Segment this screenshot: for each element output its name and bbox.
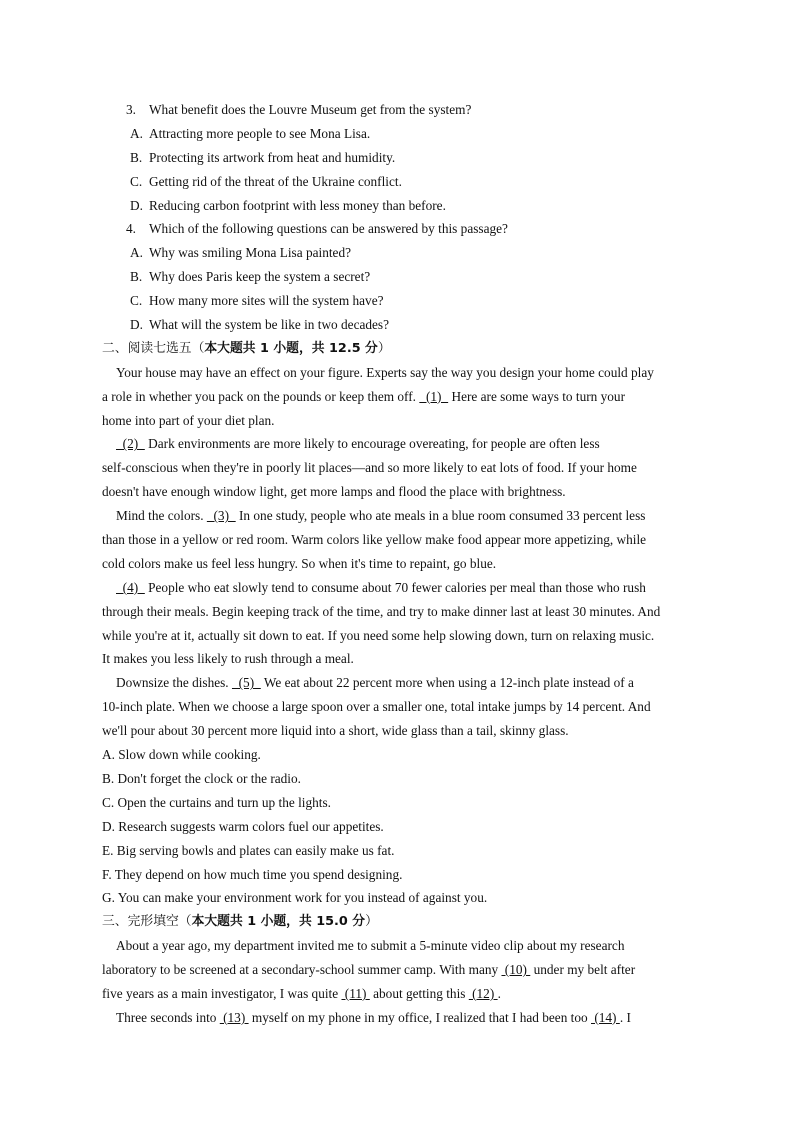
passage-text: cold colors make us feel less hungry. So when it's time to repaint, go blue.: [102, 555, 497, 571]
passage-text: About a year ago, my department invited me to submit a 5-minute video clip about my research: [116, 938, 625, 954]
passage-line: [102, 504, 694, 528]
option-4a: [102, 241, 694, 265]
question-number: 3.: [126, 102, 136, 117]
option-3b: [102, 146, 694, 170]
passage-line: [102, 600, 694, 624]
question-text: Which of the following questions can be answered by this passage?: [149, 221, 508, 237]
passage-line: [102, 528, 694, 552]
passage-text: while you're at it, actually sit down to eat. If you need some help slowing down, turn on relaxing music.: [102, 627, 655, 643]
answer-blank: (14): [591, 1009, 620, 1025]
option-letter: A.: [130, 245, 143, 261]
passage-line: [102, 647, 694, 671]
answer-choices: [102, 743, 694, 910]
choice-item: C. Open the curtains and turn up the lights.: [102, 794, 331, 810]
passage-text: 10-inch plate. When we choose a large spoon over a smaller one, total intake jumps by 14 percent. And: [102, 699, 651, 715]
answer-blank: (12): [468, 985, 498, 1001]
section-heading-detail: 本大题共 1 小题，共 15.0 分: [191, 914, 366, 930]
choice-item: E. Big serving bowls and plates can easily make us fat.: [102, 842, 395, 858]
reading-passage: [102, 361, 694, 743]
passage-line: [102, 624, 694, 648]
answer-blank: (5): [231, 675, 261, 691]
option-letter: B.: [130, 149, 143, 165]
option-text: Reducing carbon footprint with less money than before.: [149, 197, 446, 213]
option-3c: [102, 170, 694, 194]
choice-item: A. Slow down while cooking.: [102, 747, 261, 763]
answer-blank: (2): [116, 436, 145, 452]
question-text: What benefit does the Louvre Museum get from the system?: [149, 102, 472, 117]
passage-text: Three seconds into: [116, 1009, 220, 1025]
passage-line: [102, 934, 694, 958]
option-4c: [102, 289, 694, 313]
passage-line: [102, 456, 694, 480]
passage-text: a role in whether you pack on the pounds or keep them off.: [102, 388, 420, 404]
question-3: [102, 98, 694, 122]
section-2-heading: [102, 337, 694, 361]
passage-text: through their meals. Begin keeping track of the time, and try to make dinner last at least 30 minutes. And: [102, 603, 661, 619]
passage-line: [102, 671, 694, 695]
option-letter: B.: [130, 269, 143, 285]
passage-text: .: [497, 985, 501, 1001]
passage-line: [102, 361, 694, 385]
passage-text: myself on my phone in my office, I realized that I had been too: [248, 1009, 591, 1025]
passage-line: [102, 1006, 694, 1030]
passage-text: Dark environments are more likely to encourage overeating, for people are often less: [144, 436, 600, 452]
option-text: Why was smiling Mona Lisa painted?: [149, 245, 351, 261]
passage-text: five years as a main investigator, I was quite: [102, 985, 342, 1001]
passage-text: under my belt after: [530, 962, 636, 978]
passage-line: [102, 695, 694, 719]
choice-item: B. Don't forget the clock or the radio.: [102, 770, 301, 786]
option-text: Attracting more people to see Mona Lisa.: [149, 125, 371, 141]
passage-text: laboratory to be screened at a secondary-school summer camp. With many: [102, 962, 502, 978]
choice-item: D. Research suggests warm colors fuel our appetites.: [102, 818, 384, 834]
option-letter: D.: [130, 317, 143, 333]
passage-text: It makes you less likely to rush through a meal.: [102, 651, 354, 667]
option-letter: A.: [130, 125, 143, 141]
passage-text: doesn't have enough window light, get more lamps and flood the place with brightness.: [102, 484, 566, 500]
section-heading-title: 三、完形填空（: [102, 914, 192, 930]
passage-text: than those in a yellow or red room. Warm colors like yellow make food appear more appetizing, while: [102, 532, 647, 548]
answer-blank: (13): [219, 1009, 249, 1025]
passage-text: about getting this: [369, 985, 469, 1001]
passage-line: [102, 958, 694, 982]
answer-blank: (1): [419, 388, 449, 404]
passage-text: We eat about 22 percent more when using a 12-inch plate instead of a: [260, 675, 634, 691]
option-text: How many more sites will the system have?: [149, 293, 384, 309]
question-number: 4.: [126, 221, 136, 237]
option-text: Protecting its artwork from heat and humidity.: [149, 149, 396, 165]
passage-text: self-conscious when they're in poorly lit places—and so more likely to eat lots of food. If your home: [102, 460, 637, 476]
passage-line: [102, 409, 694, 433]
option-4b: [102, 265, 694, 289]
question-4: [102, 217, 694, 241]
passage-text: Your house may have an effect on your figure. Experts say the way you design your home could play: [116, 364, 654, 380]
passage-line: [102, 982, 694, 1006]
passage-text: . I: [619, 1009, 631, 1025]
answer-blank: (3): [206, 508, 236, 524]
passage-line: [102, 552, 694, 576]
answer-blank: (10): [501, 962, 531, 978]
passage-line: [102, 385, 694, 409]
option-3d: [102, 194, 694, 218]
section-heading-close: ）: [377, 340, 391, 356]
section-heading-close: ）: [365, 914, 378, 930]
option-letter: C.: [130, 293, 143, 309]
document-content: [102, 98, 694, 1030]
option-letter: D.: [130, 197, 143, 213]
passage-text: home into part of your diet plan.: [102, 412, 275, 428]
section-heading-title: 二、阅读七选五（: [102, 340, 205, 356]
section-heading-detail: 本大题共 1 小题，共 12.5 分: [204, 340, 378, 356]
cloze-passage: [102, 934, 694, 1030]
passage-text: Downsize the dishes.: [116, 675, 232, 691]
passage-text: People who eat slowly tend to consume about 70 fewer calories per meal than those who rush: [144, 579, 646, 595]
option-3a: [102, 122, 694, 146]
passage-text: In one study, people who ate meals in a blue room consumed 33 percent less: [235, 508, 646, 524]
passage-text: Here are some ways to turn your: [448, 388, 626, 404]
choice-item: F. They depend on how much time you spend designing.: [102, 866, 403, 882]
passage-line: [102, 480, 694, 504]
option-text: Getting rid of the threat of the Ukraine conflict.: [149, 173, 402, 189]
answer-blank: (11): [341, 985, 370, 1001]
choice-item: G. You can make your environment work for you instead of against you.: [102, 890, 488, 906]
passage-line: [102, 432, 694, 456]
passage-text: Mind the colors.: [116, 508, 207, 524]
option-letter: C.: [130, 173, 143, 189]
passage-line: [102, 719, 694, 743]
option-text: Why does Paris keep the system a secret?: [149, 269, 371, 285]
passage-line: [102, 576, 694, 600]
answer-blank: (4): [116, 579, 145, 595]
option-text: What will the system be like in two decades?: [149, 317, 390, 333]
option-4d: [102, 313, 694, 337]
passage-text: we'll pour about 30 percent more liquid into a short, wide glass than a tail, skinny glass.: [102, 723, 569, 739]
section-3-heading: [102, 910, 694, 934]
